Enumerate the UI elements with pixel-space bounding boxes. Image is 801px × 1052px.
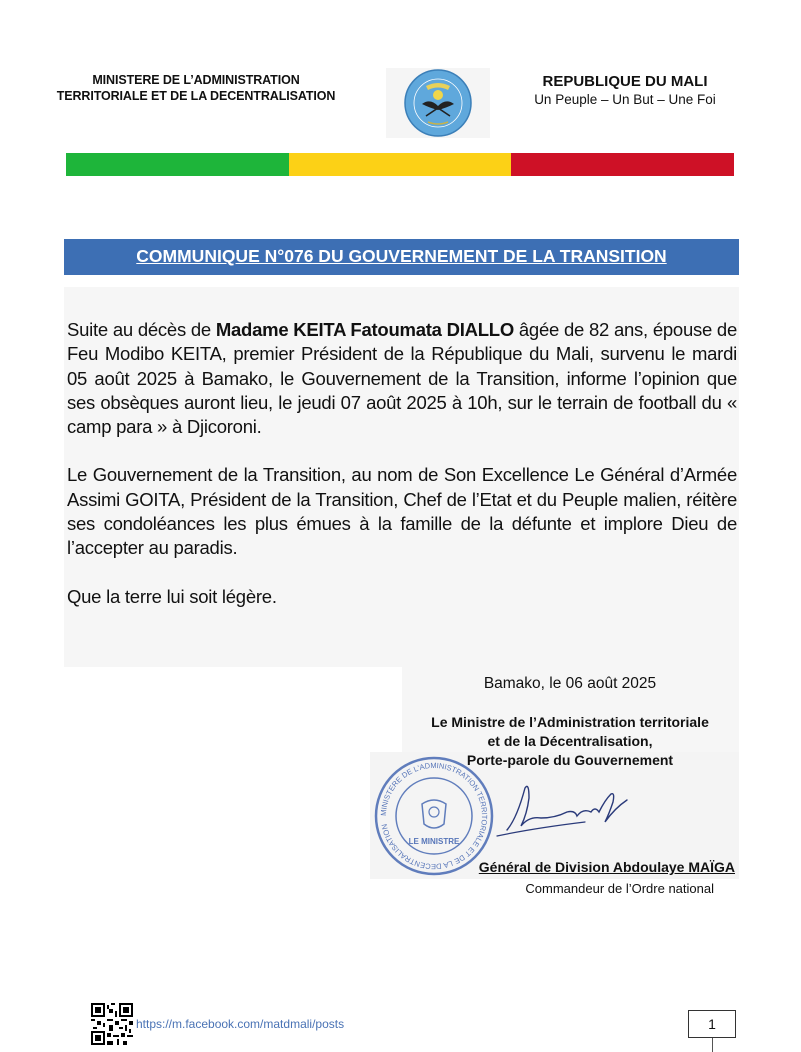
paragraph-3: Que la terre lui soit légère. — [67, 585, 277, 607]
republic-title: REPUBLIQUE DU MALI — [542, 73, 708, 90]
republic-header — [505, 72, 745, 109]
mali-coat-of-arms-icon — [386, 68, 490, 138]
page-divider — [712, 1038, 713, 1052]
page-number: 1 — [688, 1010, 736, 1038]
qr-code-icon[interactable] — [91, 1003, 133, 1045]
signer-name: Général de Division Abdoulaye MAÏGA — [478, 859, 735, 875]
ministry-line-2: TERRITORIALE ET DE LA DECENTRALISATION — [56, 89, 336, 103]
flag-yellow — [289, 153, 512, 176]
flag-red — [511, 153, 734, 176]
ministry-header — [40, 72, 352, 104]
paragraph-1-start: Suite au décès de — [67, 319, 216, 340]
republic-motto: Un Peuple – Un But – Une Foi — [534, 92, 716, 107]
handwritten-signature-icon — [495, 778, 645, 838]
paragraph-2: Le Gouvernement de la Transition, au nom de Son Excellence Le Général d’Armée Assimi GOITA, Président de la Transition, Chef de l’Etat et du Peuple malien, réitère ses condoléances les plus émues à la famille de la défunte et implore Dieu de l’accepter au paradis. — [67, 464, 737, 559]
communique-title: COMMUNIQUE N°076 DU GOUVERNEMENT DE LA TRANSITION — [136, 246, 667, 266]
communique-banner — [64, 239, 739, 275]
national-flag-bar — [66, 153, 734, 176]
paragraph-1 — [67, 318, 737, 439]
ministry-line-1: MINISTERE DE L’ADMINISTRATION — [92, 73, 300, 87]
place-date: Bamako, le 06 août 2025 — [483, 675, 657, 692]
flag-green — [66, 153, 289, 176]
signer-line-3: Porte-parole du Gouvernement — [466, 752, 674, 768]
paragraph-1-end: âgée de 82 ans, épouse de Feu Modibo KEITA, premier Président de la République du Mali, survenu le mardi 05 août 2025 à Bamako, le Gouvernement de la Transition, informe l’opinion que ses obsèques auront lieu, le jeudi 07 août 2025 à 10h, sur le terrain de football du « camp para » à Djicoroni. — [67, 319, 738, 438]
signer-line-2: et de la Décentralisation, — [487, 733, 653, 749]
svg-text:MINISTERE DE L'ADMINISTRATION: MINISTERE DE L'ADMINISTRATION TERRITORIALE ET DE LA DECENTRALISATION — [378, 760, 490, 872]
facebook-link[interactable]: https://m.facebook.com/matdmali/posts — [136, 1017, 345, 1031]
svg-text:LE MINISTRE: LE MINISTRE — [408, 837, 460, 846]
signer-line-1: Le Ministre de l’Administration territoriale — [431, 714, 709, 730]
signer-distinction: Commandeur de l’Ordre national — [525, 881, 714, 896]
communique-body — [67, 318, 737, 633]
deceased-name: Madame KEITA Fatoumata DIALLO — [215, 319, 514, 340]
